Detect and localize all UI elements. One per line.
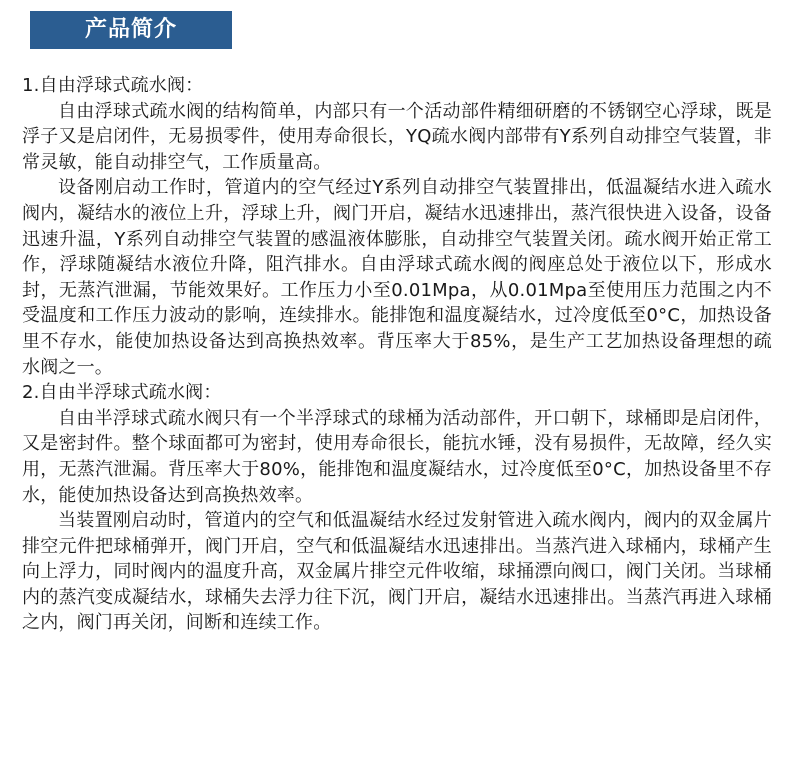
paragraph: 当装置刚启动时，管道内的空气和低温凝结水经过发射管进入疏水阀内，阀内的双金属片排空元件把球桶弹开，阀门开启，空气和低温凝结水迅速排出。当蒸汽进入球桶内，球桶产生向上浮力，同时阀内的温度升高，双金属片排空元件收缩，球捅漂向阀口，阀门关闭。当球桶内的蒸汽变成凝结水，球桶失去浮力往下沉，阀门开启，凝结水迅速排出。当蒸汽再进入球桶之内，阀门再关闭，间断和连续工作。: [22, 510, 772, 634]
paragraph: 设备刚启动工作时，管道内的空气经过Y系列自动排空气装置排出，低温凝结水进入疏水阀内，凝结水的液位上升，浮球上升，阀门开启，凝结水迅速排出，蒸汽很快进入设备，设备迅速升温，Y系列自动排空气装置的感温液体膨胀，自动排空气装置关闭。疏水阀开始正常工作，浮球随凝结水液位升降，阻汽排水。自由浮球式疏水阀的阀座总处于液位以下，形成水封，无蒸汽泄漏，节能效果好。工作压力小至0.01Mpa，从0.01Mpa至使用压力范围之内不受温度和工作压力波动的影响，连续排水。能排饱和温度凝结水，过冷度低至0°C，加热设备里不存水，能使加热设备达到高换热效率。背压率大于85%，是生产工艺加热设备理想的疏水阀之一。: [22, 177, 772, 378]
section-title-badge: 产品简介: [30, 11, 232, 49]
paragraph: 自由浮球式疏水阀的结构简单，内部只有一个活动部件精细研磨的不锈钢空心浮球，既是浮子又是启闭件，无易损零件，使用寿命很长，YQ疏水阀内部带有Y系列自动排空气装置，非常灵敏，能自动排空气，工作质量高。: [22, 100, 772, 173]
section-heading-float-ball: 1.自由浮球式疏水阀：: [22, 75, 204, 96]
paragraph: 自由半浮球式疏水阀只有一个半浮球式的球桶为活动部件，开口朝下，球桶即是启闭件，又是密封件。整个球面都可为密封，使用寿命很长，能抗水锤，没有易损件，无故障，经久实用，无蒸汽泄漏。背压率大于80%，能排饱和温度凝结水，过冷度低至0°C，加热设备里不存水，能使加热设备达到高换热效率。: [22, 407, 772, 506]
product-description: [22, 73, 772, 636]
section-heading-half-float-ball: 2.自由半浮球式疏水阀：: [22, 382, 222, 404]
